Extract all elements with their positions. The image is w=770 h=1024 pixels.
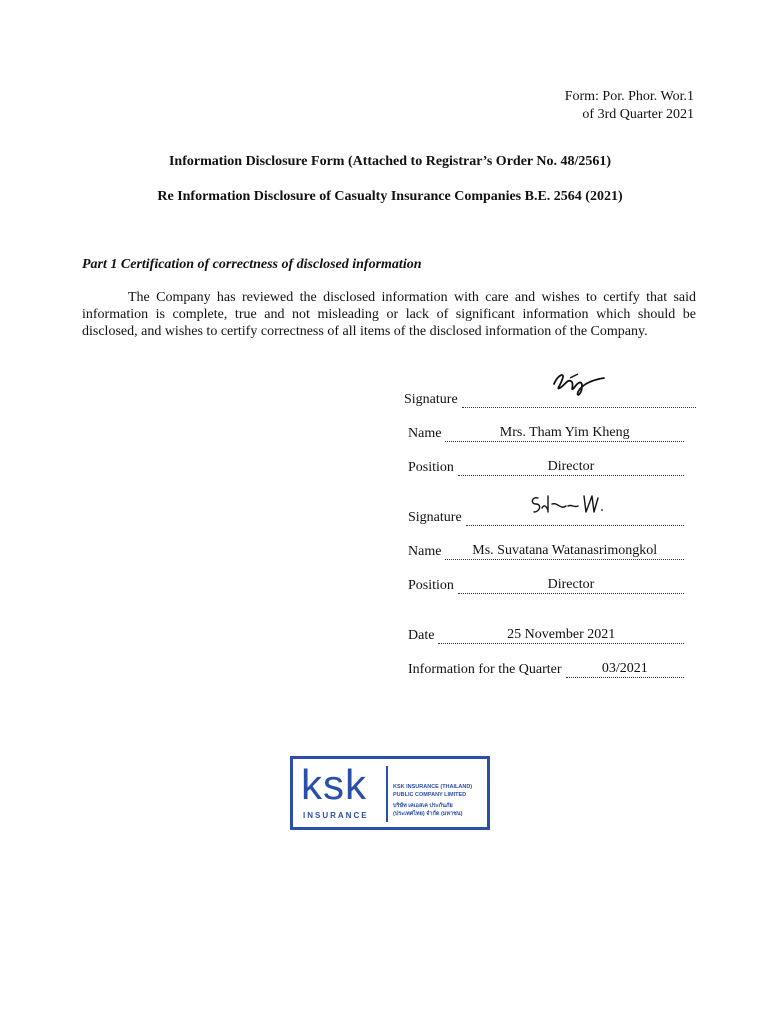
quarter-value: 03/2021	[601, 661, 648, 676]
quarter-label: Information for the Quarter	[408, 662, 562, 677]
name-label: Name	[408, 426, 442, 441]
position-line	[458, 459, 684, 476]
position-label: Position	[408, 460, 454, 475]
signature-image-2	[528, 490, 608, 520]
signer-name: Mrs. Tham Yim Kheng	[499, 425, 630, 440]
signer-position: Director	[547, 577, 595, 592]
certification-paragraph	[82, 289, 696, 340]
certification-text: The Company has reviewed the disclosed information with care and wishes to certify that said information is complete, true and not misleading or lack of significant information which should be disclosed, and wishes to certify correctness of all items of the disclosed information of the Company.	[82, 290, 696, 339]
stamp-thai-line1: บริษัท เคเอสเค ประกันภัย	[393, 803, 453, 809]
position-row-2	[408, 574, 684, 594]
name-row-1	[408, 422, 684, 442]
form-quarter: of 3rd Quarter 2021	[582, 107, 694, 122]
stamp-divider	[386, 766, 388, 822]
quarter-line	[566, 661, 684, 678]
form-reference	[565, 88, 694, 124]
stamp-company-line1: KSK INSURANCE (THAILAND)	[393, 784, 473, 790]
date-label: Date	[408, 628, 435, 643]
signature-image-1	[548, 366, 608, 400]
name-row-2	[408, 540, 684, 560]
date-row	[408, 624, 684, 644]
company-stamp	[290, 756, 490, 830]
name-line	[445, 425, 684, 442]
name-label: Name	[408, 544, 442, 559]
document-title: Information Disclosure Form (Attached to Registrar’s Order No. 48/2561)	[168, 154, 612, 169]
quarter-row	[408, 658, 684, 678]
signer-name: Ms. Suvatana Watanasrimongkol	[472, 543, 658, 558]
signer-position: Director	[547, 459, 595, 474]
date-line	[438, 627, 684, 644]
name-line	[445, 543, 684, 560]
position-line	[458, 577, 684, 594]
position-row-1	[408, 456, 684, 476]
form-number: Form: Por. Phor. Wor.1	[564, 89, 694, 104]
part1-heading: Part 1 Certification of correctness of disclosed information	[82, 257, 422, 272]
position-label: Position	[408, 578, 454, 593]
stamp-logo-subtitle: INSURANCE	[303, 811, 369, 820]
stamp-company-name	[393, 783, 472, 818]
stamp-company-line2: PUBLIC COMPANY LIMITED	[393, 792, 467, 798]
signature-label: Signature	[404, 392, 458, 407]
document-subtitle: Re Information Disclosure of Casualty Insurance Companies B.E. 2564 (2021)	[157, 189, 623, 204]
signature-label: Signature	[408, 510, 462, 525]
stamp-thai-line2: (ประเทศไทย) จำกัด (มหาชน)	[393, 811, 463, 817]
stamp-logo-text: ksk	[301, 761, 367, 808]
date-value: 25 November 2021	[507, 627, 616, 642]
